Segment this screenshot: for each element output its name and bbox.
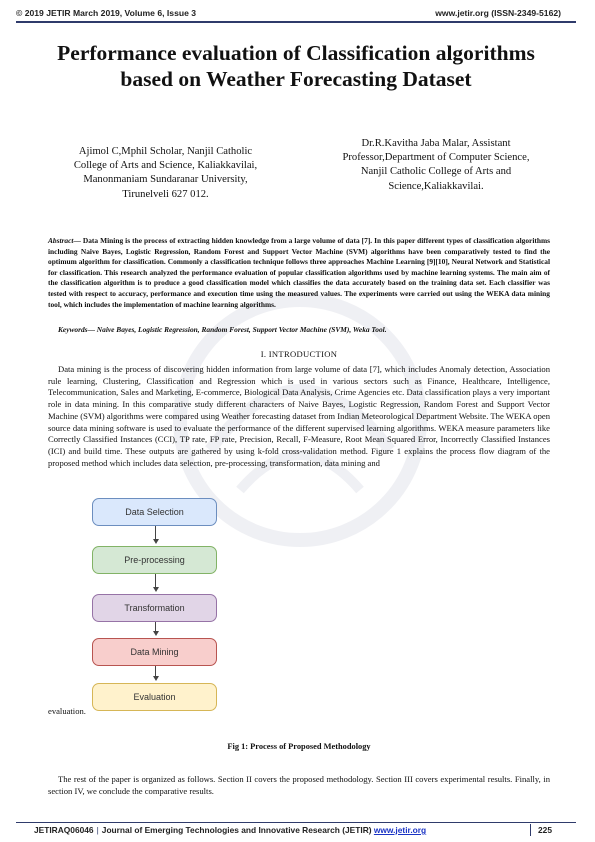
author-right-block [318,137,554,194]
footer-website-link[interactable]: www.jetir.org [373,825,427,835]
author-left-line: Tirunelveli 627 012. [122,188,209,200]
flow-box-pre-processing: Pre-processing [92,546,217,574]
author-right-line: Dr.R.Kavitha Jaba Malar, Assistant [361,138,511,149]
organization-paragraph: The rest of the paper is organized as follows. Section II covers the proposed methodology. Section III covers experimental results. Finally, in section IV, we conclude the comparative results. [48,774,550,796]
introduction-paragraph: Data mining is the process of discovering hidden information from large volume of data [7], which includes Anomaly detection, Association rule learning, Clustering, Classification and Regression which is used in various sectors such as Finance, Healthcare, Intelligence, Telecommunication, Sales and Marketing, E-commerce, Biological Data Analysis, Crime Agencies etc. Data classification plays a very important role in data mining. In this comparative study different characters of Naive Bayes, Logistic Regression, Random Forest and Support Vector Machine (SVM) algorithms were compared using Weather forecasting dataset from Indian Meteorological Department Website. The WEKA open source data mining software is used to evaluate the performance of the different supervised learning algorithms. WEKA measure parameters like Correctly Classified Instances (CCI), TP rate, FP rate, Precision, Recall, F-Measure, Root Mean Squared Error, Incorrectly Classified Instances (ICI) and build time. These outputs are gathered by using k-fold cross-validation method. Figure 1 explains the process flow diagram of the proposed method which includes data selection, pre-processing, transformation, data mining and [48,364,550,468]
keywords-line: Keywords— Naive Bayes, Logistic Regression, Random Forest, Support Vector Machine (SVM), Weka Tool. [58,325,387,334]
footer-journal-name: Journal of Emerging Technologies and Innovative Research (JETIR) [101,825,372,835]
author-left-line: Manonmaniam Sundaranar University, [83,174,248,186]
author-left-block [48,145,283,202]
author-right-line: Professor,Department of Computer Science, [342,152,530,164]
abstract-paragraph [48,236,550,310]
flow-arrow-shaft [155,526,156,540]
flow-arrow-shaft [155,574,156,588]
flow-arrow-head [153,587,159,592]
page-number: 225 [538,825,552,835]
author-right-line: Nanjil Catholic College of Arts and [360,166,512,178]
header-website-issn: www.jetir.org (ISSN-2349-5162) [435,8,561,18]
footer-paper-code: JETIRAQ06046 [34,825,94,835]
footer-divider [16,822,576,823]
section-heading-introduction: I. INTRODUCTION [260,349,338,359]
abstract-body: Data Mining is the process of extracting hidden knowledge from a large volume of data [7]. In this paper different types of classification algorithms including Naive Bayes, Logistic Regression, Random Forest and Support Vector Machine (SVM) algorithms have been comparatively tested to find the optimum algorithm for classification. Commonly a classification technique follows three approaches Machine Learning [9][10], Neural Network and Statistical for classification. This research analyzed the performance evaluation of popular classification algorithms used by machine learning systems. The main aim of the classification algorithm is to produce a good classification model which classifies the data accurately based on the training data set. Each classifier was tested with respect to accuracy, performance and execution time using the measured values. The experiments were carried out using the WEKA data mining tool, which includes the implementation of machine learning algorithms. [48,236,550,309]
author-right-line: Science,Kaliakkavilai. [388,180,484,192]
author-left-line: Ajimol C,Mphil Scholar, Nanjil Catholic [78,146,253,157]
flow-box-data-selection: Data Selection [92,498,217,526]
flow-box-evaluation: Evaluation [92,683,217,711]
flow-box-transformation: Transformation [92,594,217,622]
header-issue-info: © 2019 JETIR March 2019, Volume 6, Issue 3 [16,8,197,18]
flow-arrow-head [153,676,159,681]
footer [34,825,426,835]
header-divider [16,21,576,23]
author-left-line: College of Arts and Science, Kaliakkavilai, [73,160,258,172]
footer-separator: | [96,825,99,835]
flow-box-data-mining: Data Mining [92,638,217,666]
paper-title: Performance evaluation of Classification algorithms based on Weather Forecasting Dataset [57,41,535,91]
abstract-label: Abstract— [48,236,81,245]
flow-arrow-head [153,631,159,636]
flow-arrow-head [153,539,159,544]
intro-paragraph-end: evaluation. [48,706,86,716]
footer-page-separator [530,824,531,836]
figure-caption: Fig 1: Process of Proposed Methodology [227,742,371,751]
